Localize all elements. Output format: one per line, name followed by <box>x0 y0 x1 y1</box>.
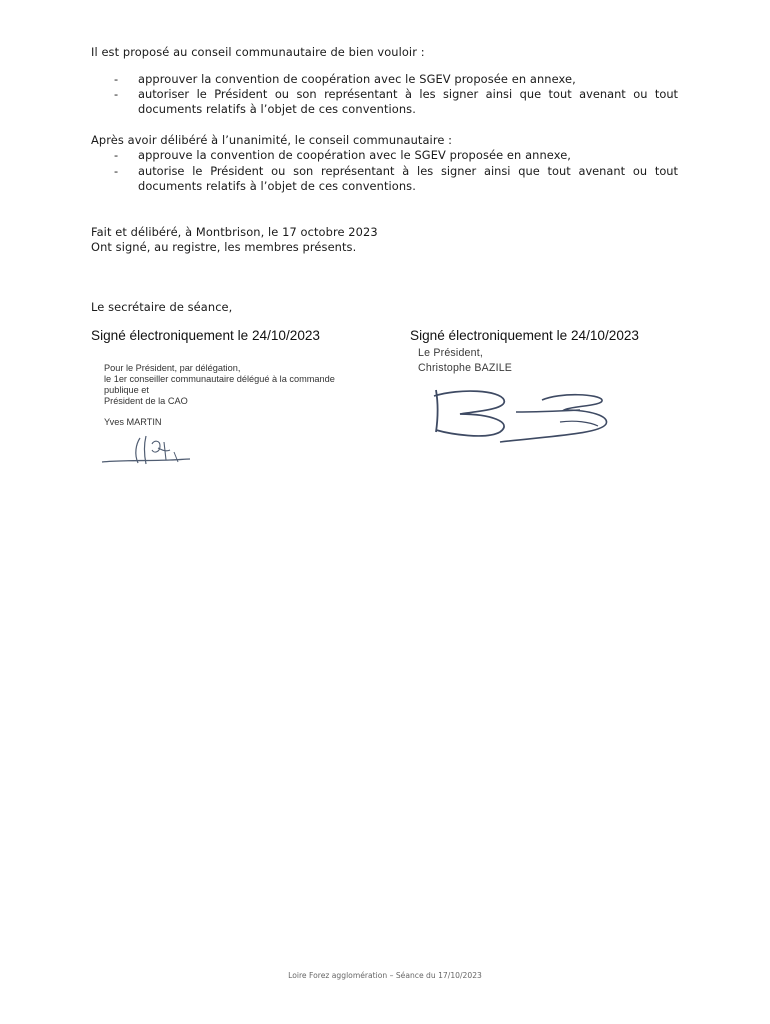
stamp-line: Le Président, <box>418 347 484 359</box>
list-item-continuation: documents relatifs à l’objet de ces conventions. <box>138 179 416 193</box>
handwritten-signature-right <box>430 382 620 448</box>
list-bullet: - <box>114 87 119 101</box>
closing-place-date: Fait et délibéré, à Montbrison, le 17 octobre 2023 <box>91 225 378 239</box>
list-bullet: - <box>114 164 119 178</box>
stamp-line: le 1er conseiller communautaire délégué à la commande <box>104 374 335 384</box>
page-footer: Loire Forez agglomération – Séance du 17/10/2023 <box>288 971 482 980</box>
list-bullet: - <box>114 72 119 86</box>
list-item: approuve la convention de coopération avec le SGEV proposée en annexe, <box>138 148 572 162</box>
stamp-line: publique et <box>104 385 149 395</box>
list-item: approuver la convention de coopération avec le SGEV proposée en annexe, <box>138 72 576 86</box>
electronic-signature-left: Signé électroniquement le 24/10/2023 <box>91 328 320 343</box>
signatory-name: Yves MARTIN <box>104 417 162 427</box>
decision-intro: Après avoir délibéré à l’unanimité, le conseil communautaire : <box>91 133 453 147</box>
handwritten-signature-left <box>100 430 200 470</box>
list-item: autorise le Président ou son représentant à les signer ainsi que tout avenant ou tout <box>138 164 678 178</box>
list-item-continuation: documents relatifs à l’objet de ces conventions. <box>138 102 416 116</box>
list-bullet: - <box>114 148 119 162</box>
stamp-line: Pour le Président, par délégation, <box>104 363 241 373</box>
electronic-signature-right: Signé électroniquement le 24/10/2023 <box>410 328 639 343</box>
stamp-line: Président de la CAO <box>104 396 188 406</box>
secretary-label: Le secrétaire de séance, <box>91 300 233 314</box>
closing-signatories: Ont signé, au registre, les membres présents. <box>91 240 357 254</box>
signatory-name: Christophe BAZILE <box>418 362 513 374</box>
list-item: autoriser le Président ou son représentant à les signer ainsi que tout avenant ou tout <box>138 87 678 101</box>
intro-paragraph: Il est proposé au conseil communautaire de bien vouloir : <box>91 45 425 59</box>
